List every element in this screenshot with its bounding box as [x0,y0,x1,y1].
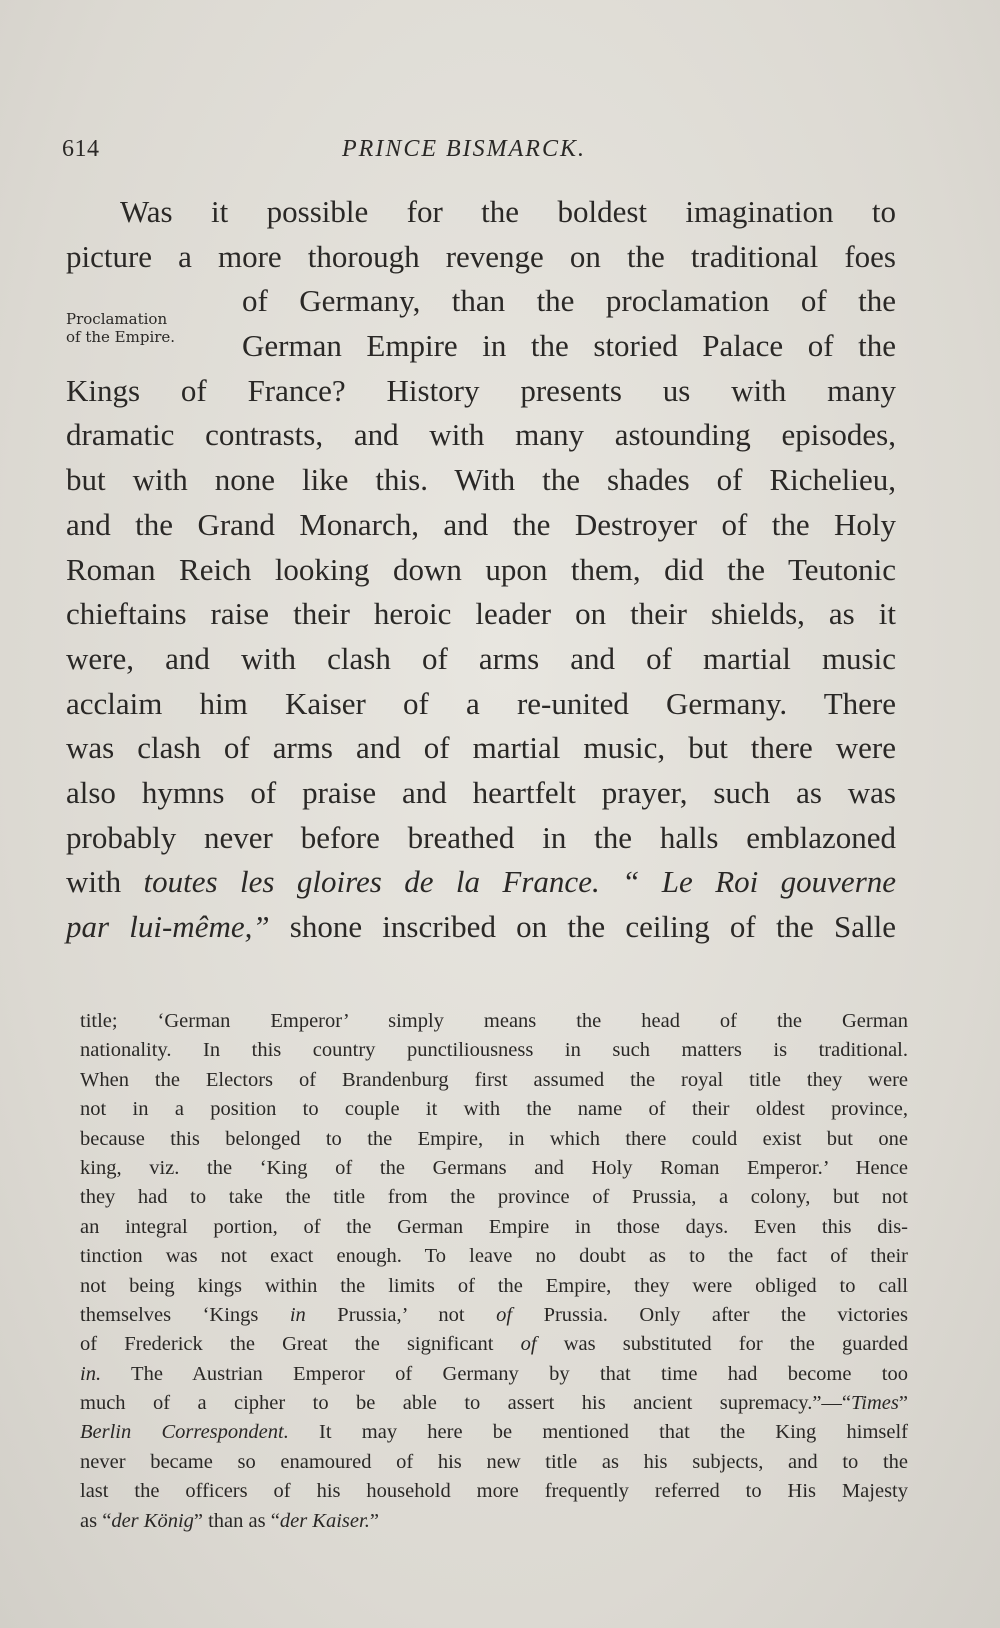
text-line: also hymns of praise and heartfelt prayer, such as was [66,774,896,810]
text-run: shone inscribed on the ceiling of the Salle [289,909,896,944]
text-run: themselves ‘Kings [80,1303,259,1326]
running-title: PRINCE BISMARCK. [342,136,586,162]
text-line [66,905,896,950]
footnote-line [80,1507,908,1536]
text-run: ” [898,1392,908,1415]
italic-run: par lui-même,” [66,909,270,944]
text-run: It may here be mentioned that the King himself [319,1421,909,1444]
main-text [66,190,896,950]
footnote-line: last the officers of his household more frequently referred to His Majesty [80,1480,908,1503]
text-run: was substituted for the guarded [563,1333,909,1356]
text-line: acclaim him Kaiser of a re-united Germany. There [66,685,896,721]
text-line: of Germany, than the proclamation of the [242,283,896,319]
text-line: Was it possible for the boldest imagination to [120,194,896,229]
footnote-line: they had to take the title from the province of Prussia, a colony, but not [80,1186,908,1209]
footnote-line: never became so enamoured of his new title as his subjects, and to the [80,1450,908,1473]
text-run: as “ [80,1509,112,1532]
italic-run: of [520,1333,537,1356]
footnote-line: nationality. In this country punctiliousness in such matters is traditional. [80,1039,908,1062]
margin-note-line: Proclamation [66,310,168,328]
text-run: much of a cipher to be able to assert his ancient supremacy.”—“ [80,1392,852,1415]
footnote [80,1007,908,1536]
footnote-line [80,1330,908,1359]
text-line: picture a more thorough revenge on the traditional foes [66,238,896,274]
footnote-line [80,1301,908,1330]
italic-run: “ Le Roi gouverne [622,864,897,900]
italic-run: in. [80,1362,102,1385]
footnote-line: king, viz. the ‘King of the Germans and Holy Roman Emperor.’ Hence [80,1156,908,1179]
italic-run: der König [111,1509,194,1532]
text-line: chieftains raise their heroic leader on their shields, as it [66,596,896,632]
footnote-line [80,1418,908,1447]
italic-run: of [496,1303,513,1326]
running-head [62,136,897,176]
footnote-line: not in a position to couple it with the name of their oldest province, [80,1098,908,1121]
italic-run: der Kaiser. [279,1509,370,1532]
italic-run: in [289,1303,306,1326]
text-line: but with none like this. With the shades of Richelieu, [66,462,896,498]
text-run: Prussia,’ not [337,1303,465,1326]
text-line: probably never before breathed in the halls emblazoned [66,819,896,855]
footnote-line: When the Electors of Brandenburg first assumed the royal title they were [80,1068,908,1091]
text-run: ” [369,1509,379,1532]
text-run: ” than as “ [193,1509,280,1532]
footnote-line: an integral portion, of the German Empire in those days. Even this dis- [80,1215,908,1238]
footnote-line: title; ‘German Emperor’ simply means the head of the German [80,1010,908,1032]
text-line: dramatic contrasts, and with many astounding episodes, [66,417,896,453]
text-line: Kings of France? History presents us with many [66,372,896,408]
text-line: Roman Reich looking down upon them, did the Teutonic [66,551,896,587]
page-number: 614 [62,136,100,162]
text-line: and the Grand Monarch, and the Destroyer of the Holy [66,506,896,542]
margin-note-line: of the Empire. [66,328,176,346]
italic-run: Berlin Correspondent. [80,1421,289,1444]
text-line [66,860,896,905]
italic-run: toutes les gloires de la France. [143,864,600,900]
footnote-line: because this belonged to the Empire, in which there could exist but one [80,1127,908,1150]
footnote-line: tinction was not exact enough. To leave no doubt as to the fact of their [80,1245,908,1268]
footnote-line [80,1360,908,1389]
footnote-line [80,1389,908,1418]
text-run: of Frederick the Great the significant [80,1333,494,1356]
text-run: with [66,864,122,900]
italic-run: Times [851,1392,899,1415]
text-line: was clash of arms and of martial music, but there were [66,730,896,766]
text-line: German Empire in the storied Palace of the [242,328,896,364]
text-run: Prussia. Only after the victories [543,1303,909,1326]
footnote-line: not being kings within the limits of the Empire, they were obliged to call [80,1274,908,1297]
text-line: were, and with clash of arms and of martial music [66,640,896,676]
text-run: The Austrian Emperor of Germany by that time had become too [131,1362,908,1385]
